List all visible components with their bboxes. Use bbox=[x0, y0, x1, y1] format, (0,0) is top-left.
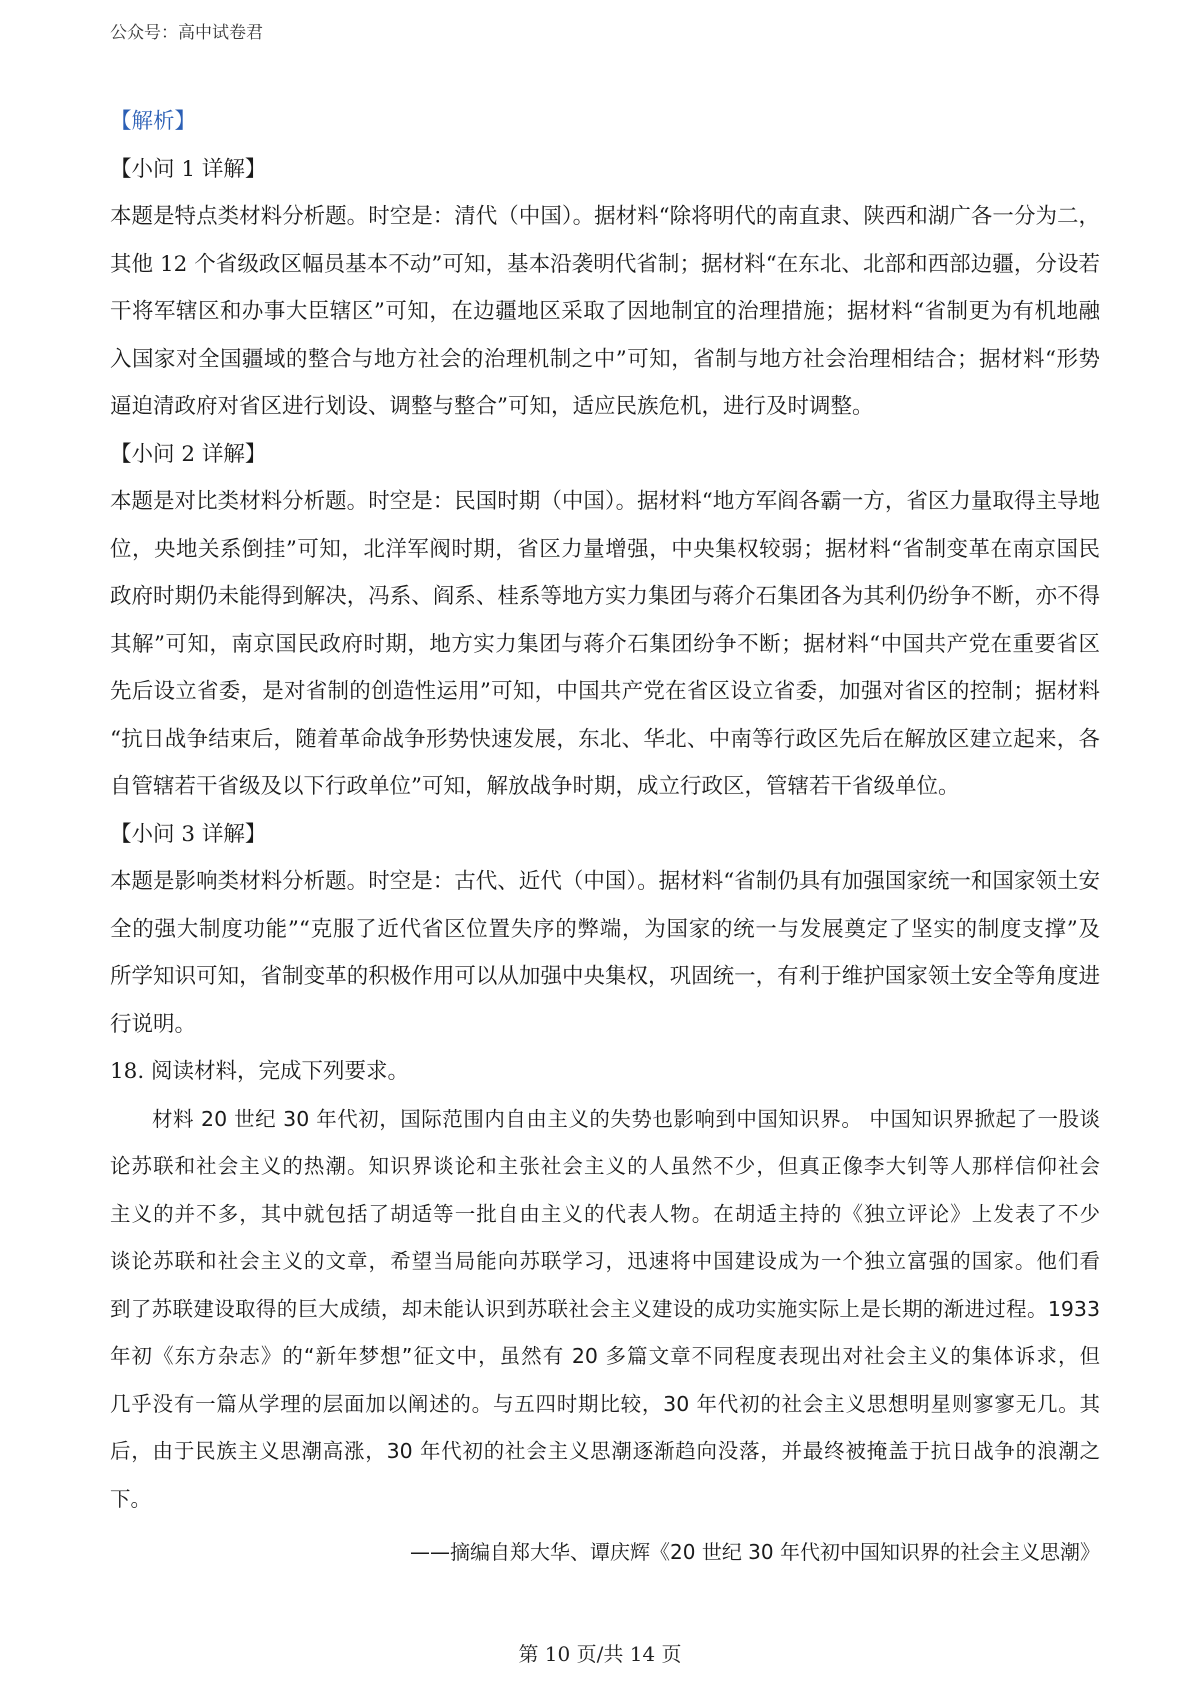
material-line: 谈论苏联和社会主义的文章，希望当局能向苏联学习，迅速将中国建设成为一个独立富强的国家。他们看 bbox=[110, 1249, 1100, 1273]
material-line: 下。 bbox=[110, 1486, 151, 1511]
paragraph-line: 干将军辖区和办事大臣辖区”可知，在边疆地区采取了因地制宜的治理措施；据材料“省制更为有机地融 bbox=[110, 299, 1100, 324]
question-title: 18. 阅读材料，完成下列要求。 bbox=[110, 1059, 410, 1084]
paragraph-line: 所学知识可知，省制变革的积极作用可以从加强中央集权，巩固统一，有利于维护国家领土安全等角度进 bbox=[110, 964, 1100, 989]
paragraph-line: 政府时期仍未能得到解决，冯系、阎系、桂系等地方实力集团与蒋介石集团各为其利仍纷争不断，亦不得 bbox=[110, 584, 1100, 609]
paragraph-line: 位，央地关系倒挂”可知，北洋军阀时期，省区力量增强，中央集权较弱；据材料“省制变革在南京国民 bbox=[110, 536, 1100, 562]
section-heading: 【小问 2 详解】 bbox=[110, 441, 267, 467]
paragraph-line: 先后设立省委，是对省制的创造性运用”可知，中国共产党在省区设立省委，加强对省区的控制；据材料 bbox=[110, 679, 1100, 704]
paragraph-line: 其他 12 个省级政区幅员基本不动”可知，基本沿袭明代省制；据材料“在东北、北部和西部边疆，分设若 bbox=[110, 251, 1100, 277]
page-footer: 第 10 页/共 14 页 bbox=[518, 1642, 682, 1666]
section-2 bbox=[110, 431, 1100, 811]
paragraph-line: 本题是影响类材料分析题。时空是：古代、近代（中国）。据材料“省制仍具有加强国家统一和国家领土安 bbox=[110, 869, 1100, 894]
paragraph-line: 全的强大制度功能”“克服了近代省区位置失序的弊端，为国家的统一与发展奠定了坚实的制度支撑”及 bbox=[110, 916, 1100, 942]
page-header: 公众号：高中试卷君 bbox=[110, 23, 263, 43]
section-3 bbox=[110, 811, 1100, 1049]
section-1 bbox=[110, 146, 1100, 431]
paragraph-line: 本题是对比类材料分析题。时空是：民国时期（中国）。据材料“地方军阎各霸一方，省区力量取得主导地 bbox=[110, 489, 1100, 514]
paragraph-line: 自管辖若干省级及以下行政单位”可知，解放战争时期，成立行政区，管辖若干省级单位。 bbox=[110, 774, 960, 799]
material-line: 后，由于民族主义思潮高涨，30 年代初的社会主义思潮逐渐趋向没落，并最终被掩盖于抗日战争的浪潮之 bbox=[110, 1439, 1100, 1463]
analysis-label: 【解析】 bbox=[110, 109, 197, 134]
paragraph-line: 逼迫清政府对省区进行划设、调整与整合”可知，适应民族危机，进行及时调整。 bbox=[110, 394, 874, 419]
paragraph-line: 本题是特点类材料分析题。时空是：清代（中国）。据材料“除将明代的南直隶、陕西和湖广各一分为二， bbox=[110, 204, 1100, 229]
material-line: 主义的并不多，其中就包括了胡适等一批自由主义的代表人物。在胡适主持的《独立评论》上发表了不少 bbox=[110, 1201, 1100, 1226]
section-heading: 【小问 1 详解】 bbox=[110, 156, 267, 182]
material-line: 到了苏联建设取得的巨大成绩，却未能认识到苏联社会主义建设的成功实施实际上是长期的渐进过程。1933 bbox=[110, 1296, 1100, 1321]
material-line: 材料 20 世纪 30 年代初，国际范围内自由主义的失势也影响到中国知识界。 中国知识界掀起了一股谈 bbox=[152, 1106, 1100, 1131]
material-line: 年初《东方杂志》的“新年梦想”征文中，虽然有 20 多篇文章不同程度表现出对社会主义的集体诉求，但 bbox=[110, 1344, 1100, 1368]
material-passage bbox=[110, 1096, 1100, 1524]
paragraph-line: 其解”可知，南京国民政府时期，地方实力集团与蒋介石集团纷争不断；据材料“中国共产党在重要省区 bbox=[110, 631, 1100, 657]
section-heading: 【小问 3 详解】 bbox=[110, 821, 267, 847]
paragraph-line: 入国家对全国疆域的整合与地方社会的治理机制之中”可知，省制与地方社会治理相结合；据材料“形势 bbox=[110, 346, 1100, 372]
material-line: 论苏联和社会主义的热潮。知识界谈论和主张社会主义的人虽然不少，但真正像李大钊等人那样信仰社会 bbox=[110, 1154, 1100, 1178]
page-content bbox=[110, 98, 1100, 1581]
material-line: 几乎没有一篇从学理的层面加以阐述的。与五四时期比较，30 年代初的社会主义思想明星则寥寥无几。其 bbox=[110, 1391, 1100, 1416]
material-citation: ——摘编自郑大华、谭庆辉《20 世纪 30 年代初中国知识界的社会主义思潮》 bbox=[410, 1540, 1100, 1564]
paragraph-line: 行说明。 bbox=[110, 1011, 197, 1037]
paragraph-line: “抗日战争结束后，随着革命战争形势快速发展，东北、华北、中南等行政区先后在解放区建立起来，各 bbox=[110, 726, 1100, 752]
